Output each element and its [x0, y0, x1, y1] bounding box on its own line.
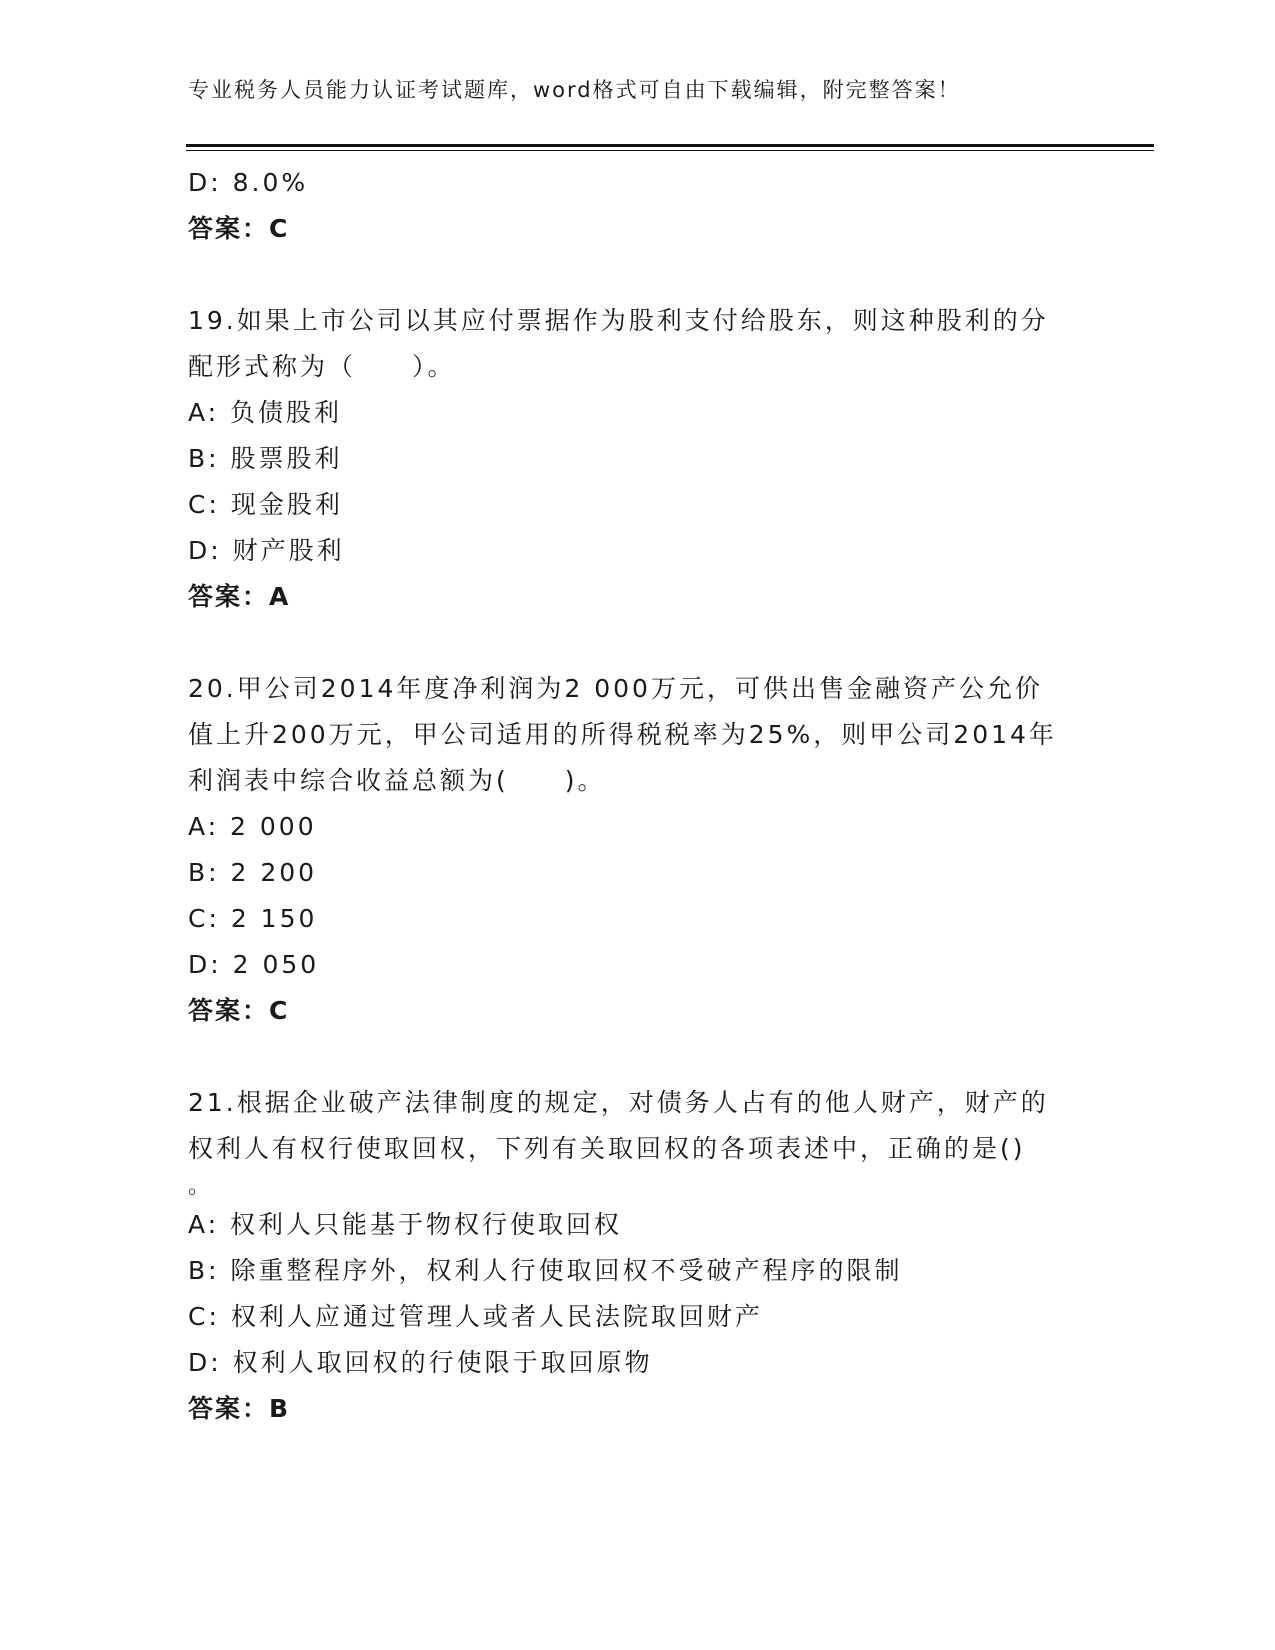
option-a: A: 负债股利	[188, 398, 343, 427]
answer-line: 答案：A	[188, 582, 291, 611]
option-d: D: 2 050	[188, 950, 320, 979]
question-stem: 21.根据企业破产法律制度的规定，对债务人占有的他人财产，财产的	[188, 1088, 1049, 1117]
option-b: B: 股票股利	[188, 444, 343, 473]
question-stem-tail: 。	[188, 1174, 211, 1199]
answer-line: 答案：C	[188, 214, 290, 243]
page-header: 专业税务人员能力认证考试题库，word格式可自由下载编辑，附完整答案！	[188, 78, 961, 102]
header-rule-thick	[186, 144, 1154, 147]
answer-line: 答案：B	[188, 1394, 291, 1423]
option-c: C: 2 150	[188, 904, 318, 933]
question-stem: 利润表中综合收益总额为( )。	[188, 766, 606, 795]
question-stem: 权利人有权行使取回权，下列有关取回权的各项表述中，正确的是()	[188, 1134, 1026, 1163]
question-stem: 配形式称为（ ）。	[188, 352, 456, 381]
option-b: B: 除重整程序外，权利人行使取回权不受破产程序的限制	[188, 1256, 903, 1285]
option-c: C: 现金股利	[188, 490, 343, 519]
answer-line: 答案：C	[188, 996, 290, 1025]
option-c: C: 权利人应通过管理人或者人民法院取回财产	[188, 1302, 763, 1331]
question-21	[188, 1080, 1088, 1432]
header-rule-thin	[186, 150, 1154, 151]
question-20	[188, 666, 1088, 1034]
option-a: A: 2 000	[188, 812, 317, 841]
option-d: D: 8.0%	[188, 168, 309, 197]
option-a: A: 权利人只能基于物权行使取回权	[188, 1210, 623, 1239]
option-b: B: 2 200	[188, 858, 318, 887]
question-19	[188, 298, 1088, 620]
question-stem: 19.如果上市公司以其应付票据作为股利支付给股东，则这种股利的分	[188, 306, 1049, 335]
option-d: D: 权利人取回权的行使限于取回原物	[188, 1348, 653, 1377]
question-stem: 值上升200万元，甲公司适用的所得税税率为25%，则甲公司2014年	[188, 720, 1057, 749]
question-content	[188, 160, 1088, 1432]
option-d: D: 财产股利	[188, 536, 345, 565]
question-stem: 20.甲公司2014年度净利润为2 000万元，可供出售金融资产公允价	[188, 674, 1043, 703]
